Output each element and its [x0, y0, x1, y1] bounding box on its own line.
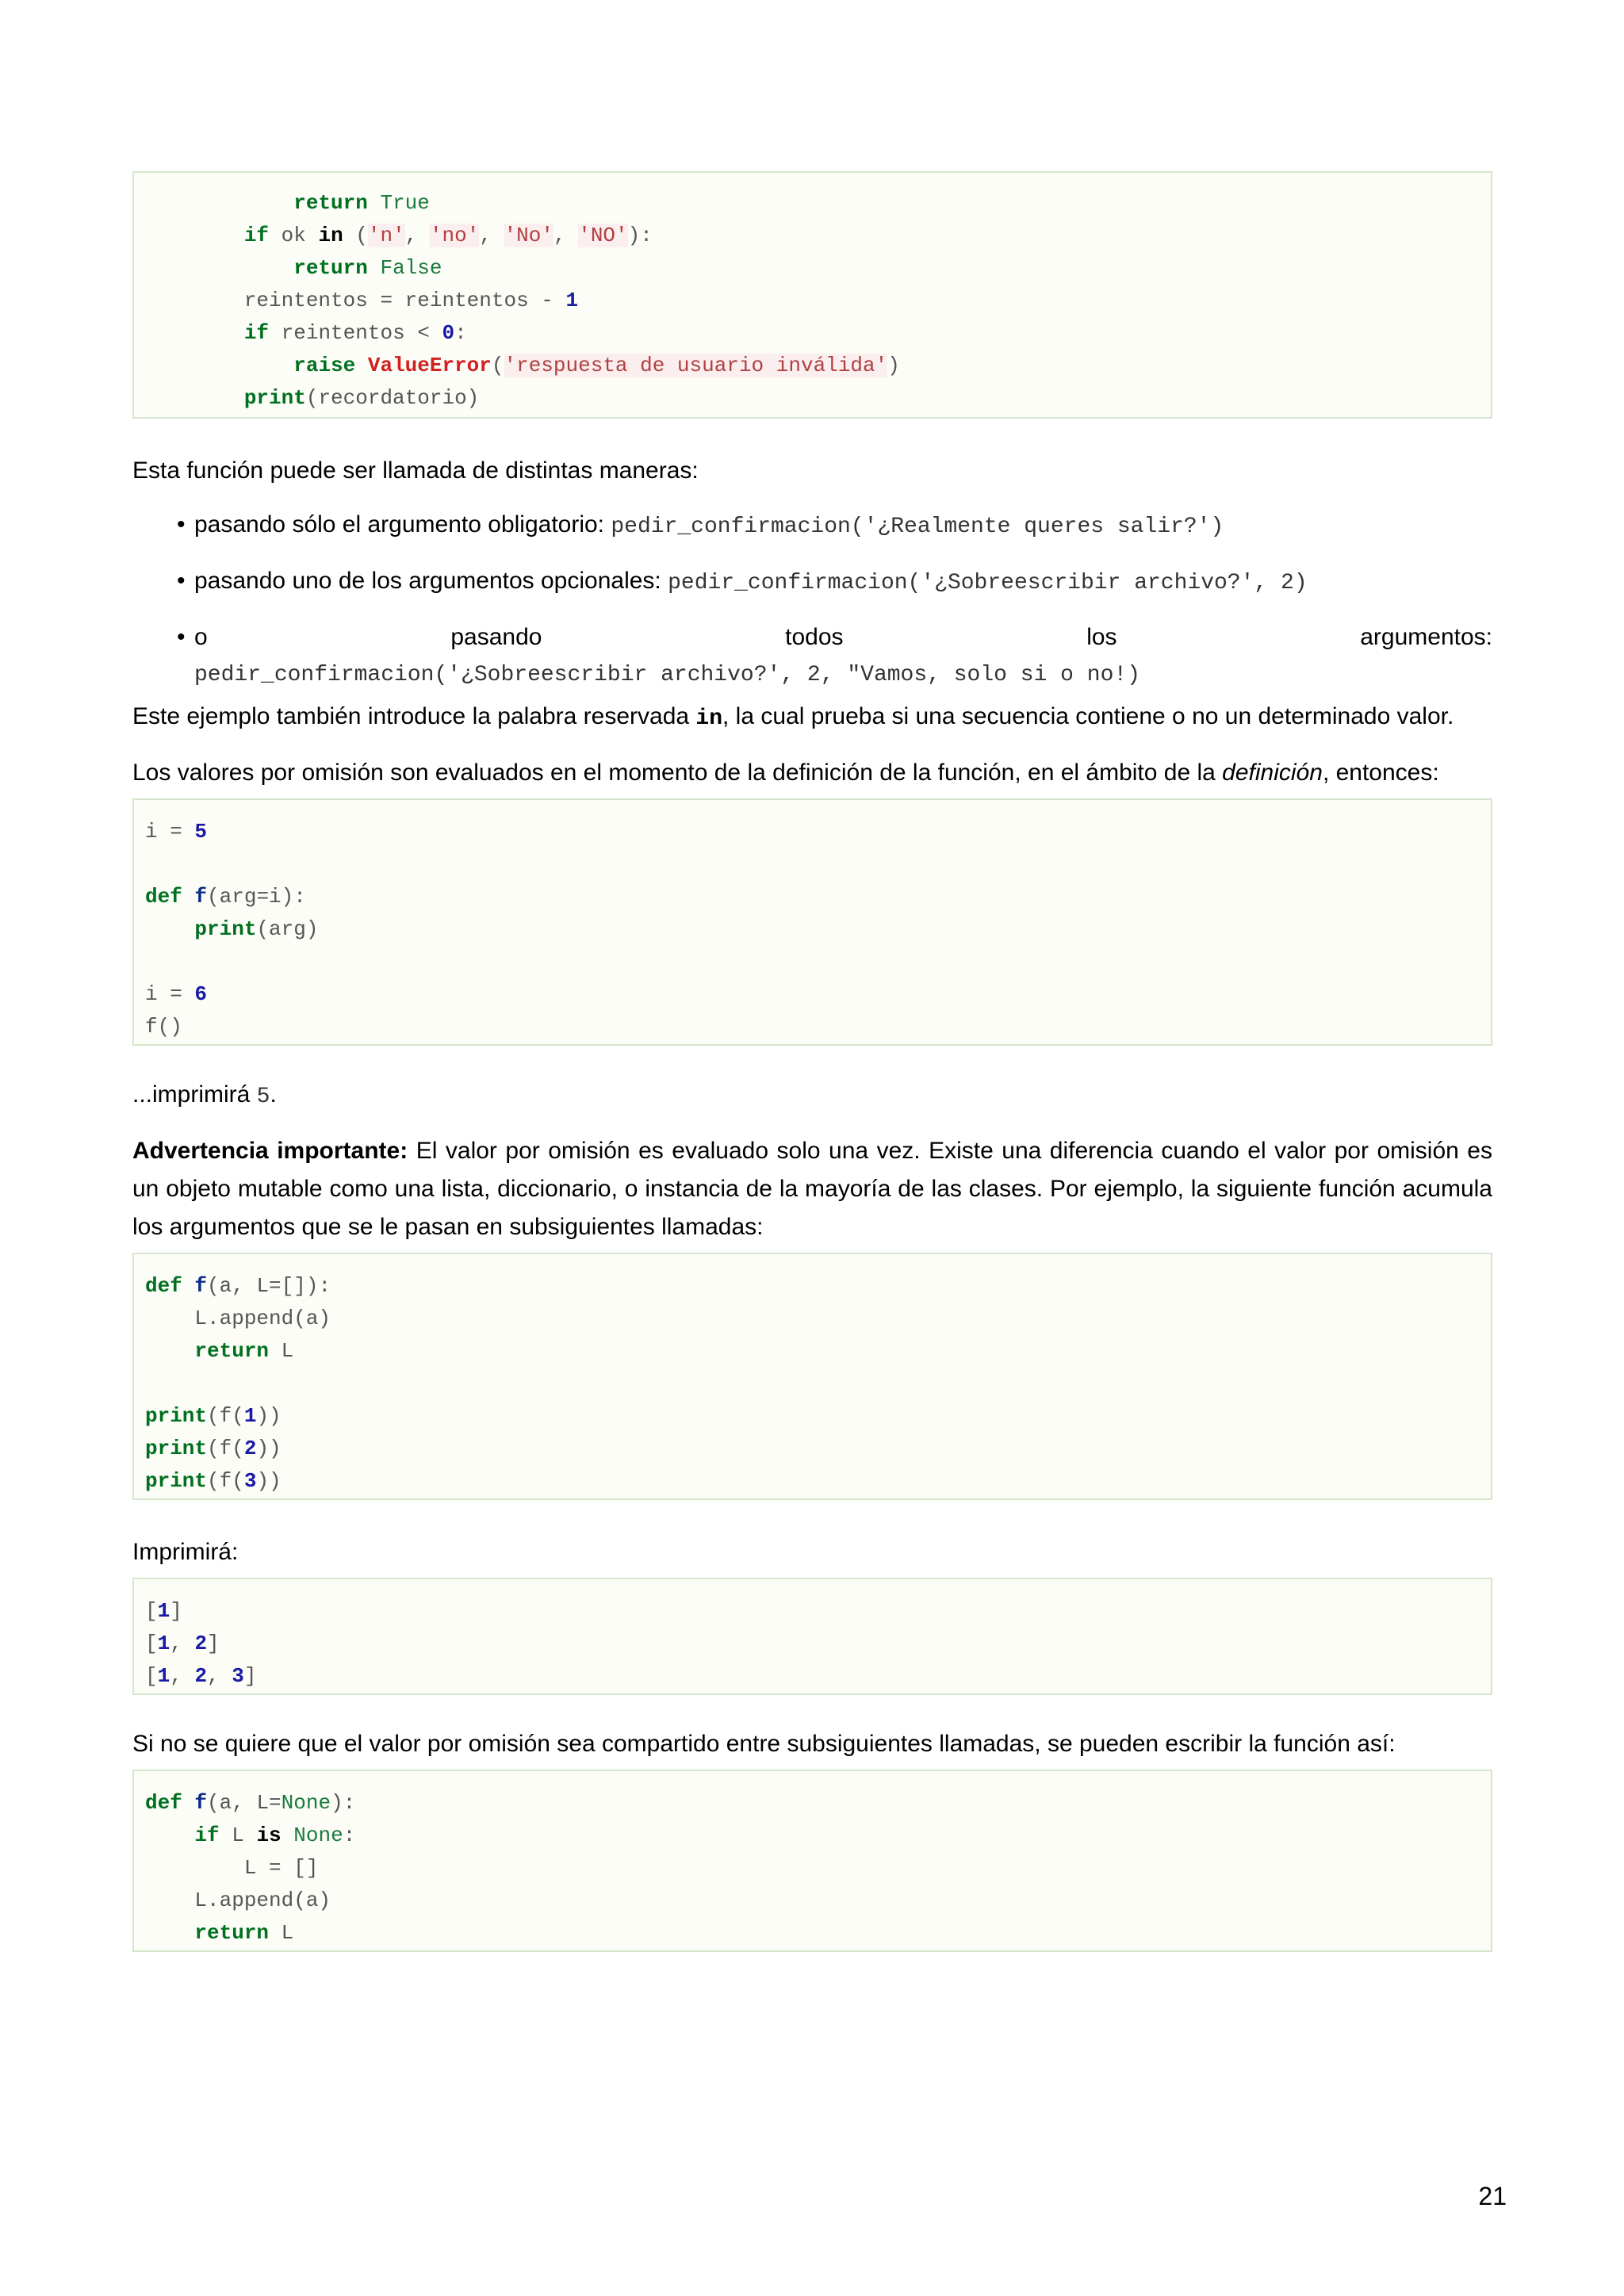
- paragraph-defaults: [132, 754, 1492, 792]
- code-token: 5: [194, 820, 208, 844]
- inline-code-keyword: in: [695, 706, 723, 731]
- code-token: (: [343, 224, 368, 247]
- code-token: is: [256, 1823, 282, 1847]
- code-block-confirmation-end: [132, 171, 1492, 419]
- code-token: if: [243, 321, 270, 345]
- code-line: [145, 848, 1480, 881]
- code-token: )): [256, 1469, 282, 1493]
- code-line: [145, 1400, 1480, 1433]
- code-line: [145, 1433, 1480, 1465]
- text: El valor por omisión es evaluado solo una vez. Existe una diferencia cuando el valor por omisión es un objeto mutable como una lista, diccionario, o instancia de la mayoría de las clases. Por ejemplo, la siguiente función acumula los argumentos que se le pasan en subsiguientes llamadas:: [132, 1138, 1492, 1240]
- code-token: i =: [145, 982, 195, 1006]
- code-token: f: [194, 1274, 208, 1298]
- code-token: return: [293, 256, 368, 280]
- code-token: [182, 1791, 195, 1815]
- code-token: (a, L=: [207, 1791, 282, 1815]
- code-line: [145, 1465, 1480, 1498]
- inline-code: pedir_confirmacion('¿Realmente queres salir?'): [611, 515, 1224, 539]
- code-token: )): [256, 1437, 282, 1460]
- code-token: ,: [207, 1664, 232, 1688]
- word: o: [194, 624, 208, 650]
- inline-code: pedir_confirmacion('¿Sobreescribir archivo?', 2): [668, 571, 1308, 595]
- code-token: i =: [145, 820, 195, 844]
- code-block-output: [132, 1578, 1492, 1695]
- code-token: ): [887, 354, 900, 377]
- code-token: 3: [243, 1469, 257, 1493]
- code-line: [145, 317, 1480, 350]
- code-token: (f(: [207, 1469, 244, 1493]
- paragraph-imprimira: Imprimirá:: [132, 1539, 239, 1565]
- code-block-none-default: [132, 1770, 1492, 1952]
- code-token: ValueError: [367, 354, 492, 377]
- code-token: 'No': [504, 224, 553, 247]
- code-token: None: [281, 1791, 331, 1815]
- code-token: [145, 224, 244, 247]
- text: , entonces:: [1322, 760, 1439, 786]
- code-block-default-eval: [132, 798, 1492, 1046]
- code-line: [145, 1011, 1480, 1043]
- code-token: 2: [243, 1437, 257, 1460]
- code-token: ):: [627, 224, 653, 247]
- code-token: (f(: [207, 1437, 244, 1460]
- code-token: [145, 917, 194, 941]
- code-token: (recordatorio): [305, 386, 480, 410]
- code-token: [182, 1274, 195, 1298]
- code-line: [145, 285, 1480, 317]
- code-line: [145, 816, 1480, 848]
- word: argumentos:: [1360, 624, 1492, 650]
- code-token: [145, 1823, 194, 1847]
- code-token: [145, 191, 293, 215]
- code-token: 'n': [367, 224, 405, 247]
- code-token: if: [243, 224, 270, 247]
- code-token: ok: [269, 224, 319, 247]
- inline-code: pedir_confirmacion('¿Sobreescribir archivo?', 2, "Vamos, solo si o no!): [194, 663, 1140, 687]
- bullet-icon: •: [177, 568, 186, 594]
- code-line: [145, 220, 1480, 252]
- code-token: 'no': [429, 224, 480, 247]
- page-content: [132, 171, 1492, 1952]
- code-token: [145, 386, 244, 410]
- code-token: print: [145, 1469, 208, 1493]
- code-token: def: [145, 1274, 182, 1298]
- code-line: [145, 1820, 1480, 1852]
- code-token: print: [145, 1404, 208, 1428]
- code-token: print: [145, 1437, 208, 1460]
- code-token: )): [256, 1404, 282, 1428]
- code-token: def: [145, 885, 182, 909]
- text: .: [270, 1081, 277, 1108]
- inline-code: 5: [256, 1085, 270, 1109]
- code-token: print: [243, 386, 306, 410]
- code-token: ]: [170, 1599, 182, 1623]
- call-variants-list: [132, 506, 1492, 695]
- bullet-icon: •: [177, 624, 186, 650]
- code-token: (: [491, 354, 504, 377]
- code-token: f(): [145, 1015, 182, 1039]
- code-token: [182, 885, 195, 909]
- code-token: reintentos <: [269, 321, 442, 345]
- code-token: L.append(a): [145, 1888, 331, 1912]
- code-token: 1: [243, 1404, 257, 1428]
- code-token: ,: [170, 1664, 195, 1688]
- code-line: [145, 881, 1480, 913]
- code-token: ,: [479, 224, 504, 247]
- emphasis: definición: [1222, 760, 1323, 786]
- code-token: return: [293, 191, 368, 215]
- code-token: [145, 1921, 194, 1945]
- code-line: [145, 1335, 1480, 1368]
- bullet-icon: •: [177, 511, 186, 538]
- code-token: :: [343, 1823, 356, 1847]
- code-token: [368, 191, 381, 215]
- code-token: 'NO': [578, 224, 628, 247]
- code-token: 2: [194, 1632, 208, 1655]
- code-token: raise: [293, 354, 356, 377]
- paragraph-calls-intro: Esta función puede ser llamada de distintas maneras:: [132, 457, 699, 484]
- code-line: [145, 1660, 1480, 1693]
- code-token: [145, 321, 244, 345]
- code-token: 0: [442, 321, 455, 345]
- code-line: [145, 1368, 1480, 1400]
- code-token: None: [293, 1823, 343, 1847]
- code-token: [145, 354, 293, 377]
- paragraph-warning: [132, 1132, 1492, 1246]
- code-token: L.append(a): [145, 1307, 331, 1330]
- code-token: ,: [170, 1632, 195, 1655]
- code-line: [145, 1270, 1480, 1303]
- code-token: [: [145, 1599, 158, 1623]
- paragraph-not-shared: Si no se quiere que el valor por omisión sea compartido entre subsiguientes llamadas, se pueden escribir la función así:: [132, 1731, 1396, 1757]
- code-line: [145, 1852, 1480, 1885]
- list-item-text: pasando sólo el argumento obligatorio:: [194, 511, 611, 538]
- code-token: [: [145, 1664, 158, 1688]
- code-token: (arg=i):: [207, 885, 306, 909]
- paragraph-in-keyword: [132, 698, 1492, 738]
- code-token: in: [318, 224, 343, 247]
- code-token: 'respuesta de usuario inválida': [504, 354, 888, 377]
- code-line: [145, 382, 1480, 415]
- code-line: [145, 187, 1480, 220]
- justified-line: [194, 618, 1492, 656]
- code-token: [282, 1823, 294, 1847]
- code-token: 6: [194, 982, 208, 1006]
- code-token: 1: [157, 1599, 170, 1623]
- code-token: L: [219, 1823, 257, 1847]
- code-token: if: [194, 1823, 220, 1847]
- code-token: return: [194, 1921, 270, 1945]
- code-token: (f(: [207, 1404, 244, 1428]
- code-token: 2: [194, 1664, 208, 1688]
- code-token: return: [194, 1339, 270, 1363]
- code-line: [145, 252, 1480, 285]
- code-token: [145, 256, 293, 280]
- code-token: f: [194, 885, 208, 909]
- list-item-optional-arg: [132, 562, 1492, 603]
- code-token: [145, 1339, 194, 1363]
- code-token: True: [380, 191, 430, 215]
- code-token: ):: [331, 1791, 356, 1815]
- list-item-all-args: [132, 618, 1492, 695]
- list-item-text: pasando uno de los argumentos opcionales:: [194, 568, 668, 594]
- warning-label: Advertencia importante:: [132, 1138, 408, 1164]
- code-token: reintentos = reintentos -: [145, 289, 566, 312]
- text: Este ejemplo también introduce la palabra reservada: [132, 703, 696, 729]
- code-token: print: [194, 917, 257, 941]
- code-token: 1: [157, 1632, 170, 1655]
- code-token: ,: [404, 224, 430, 247]
- code-token: [355, 354, 368, 377]
- code-token: (a, L=[]):: [207, 1274, 331, 1298]
- code-token: :: [454, 321, 467, 345]
- code-token: ]: [207, 1632, 220, 1655]
- code-line: [145, 1885, 1480, 1917]
- code-line: [145, 978, 1480, 1011]
- text: , la cual prueba si una secuencia contiene o no un determinado valor.: [722, 703, 1454, 729]
- code-token: [: [145, 1632, 158, 1655]
- code-line: [145, 1628, 1480, 1660]
- code-token: L: [269, 1339, 294, 1363]
- code-token: 1: [565, 289, 579, 312]
- code-line: [145, 913, 1480, 946]
- code-token: 3: [232, 1664, 244, 1688]
- code-block-mutable-default: [132, 1253, 1492, 1500]
- code-token: (arg): [256, 917, 319, 941]
- word: los: [1086, 624, 1117, 650]
- code-line: [145, 1787, 1480, 1820]
- code-token: L = []: [145, 1856, 319, 1880]
- code-token: 1: [157, 1664, 170, 1688]
- code-token: f: [194, 1791, 208, 1815]
- code-line: [145, 1303, 1480, 1335]
- code-token: ]: [243, 1664, 257, 1688]
- paragraph-prints-five: [132, 1076, 1492, 1116]
- code-line: [145, 1917, 1480, 1950]
- text: Los valores por omisión son evaluados en el momento de la definición de la función, en el ámbito de la: [132, 760, 1223, 786]
- code-line: [145, 1595, 1480, 1628]
- code-token: L: [269, 1921, 294, 1945]
- word: pasando: [450, 624, 542, 650]
- page-number: 21: [1478, 2182, 1507, 2210]
- code-token: False: [380, 256, 442, 280]
- code-line: [145, 350, 1480, 382]
- code-token: [368, 256, 381, 280]
- code-token: def: [145, 1791, 182, 1815]
- word: todos: [785, 624, 844, 650]
- code-line: [145, 946, 1480, 978]
- list-item-required-arg: [132, 506, 1492, 546]
- code-token: ,: [553, 224, 579, 247]
- text: ...imprimirá: [132, 1081, 257, 1108]
